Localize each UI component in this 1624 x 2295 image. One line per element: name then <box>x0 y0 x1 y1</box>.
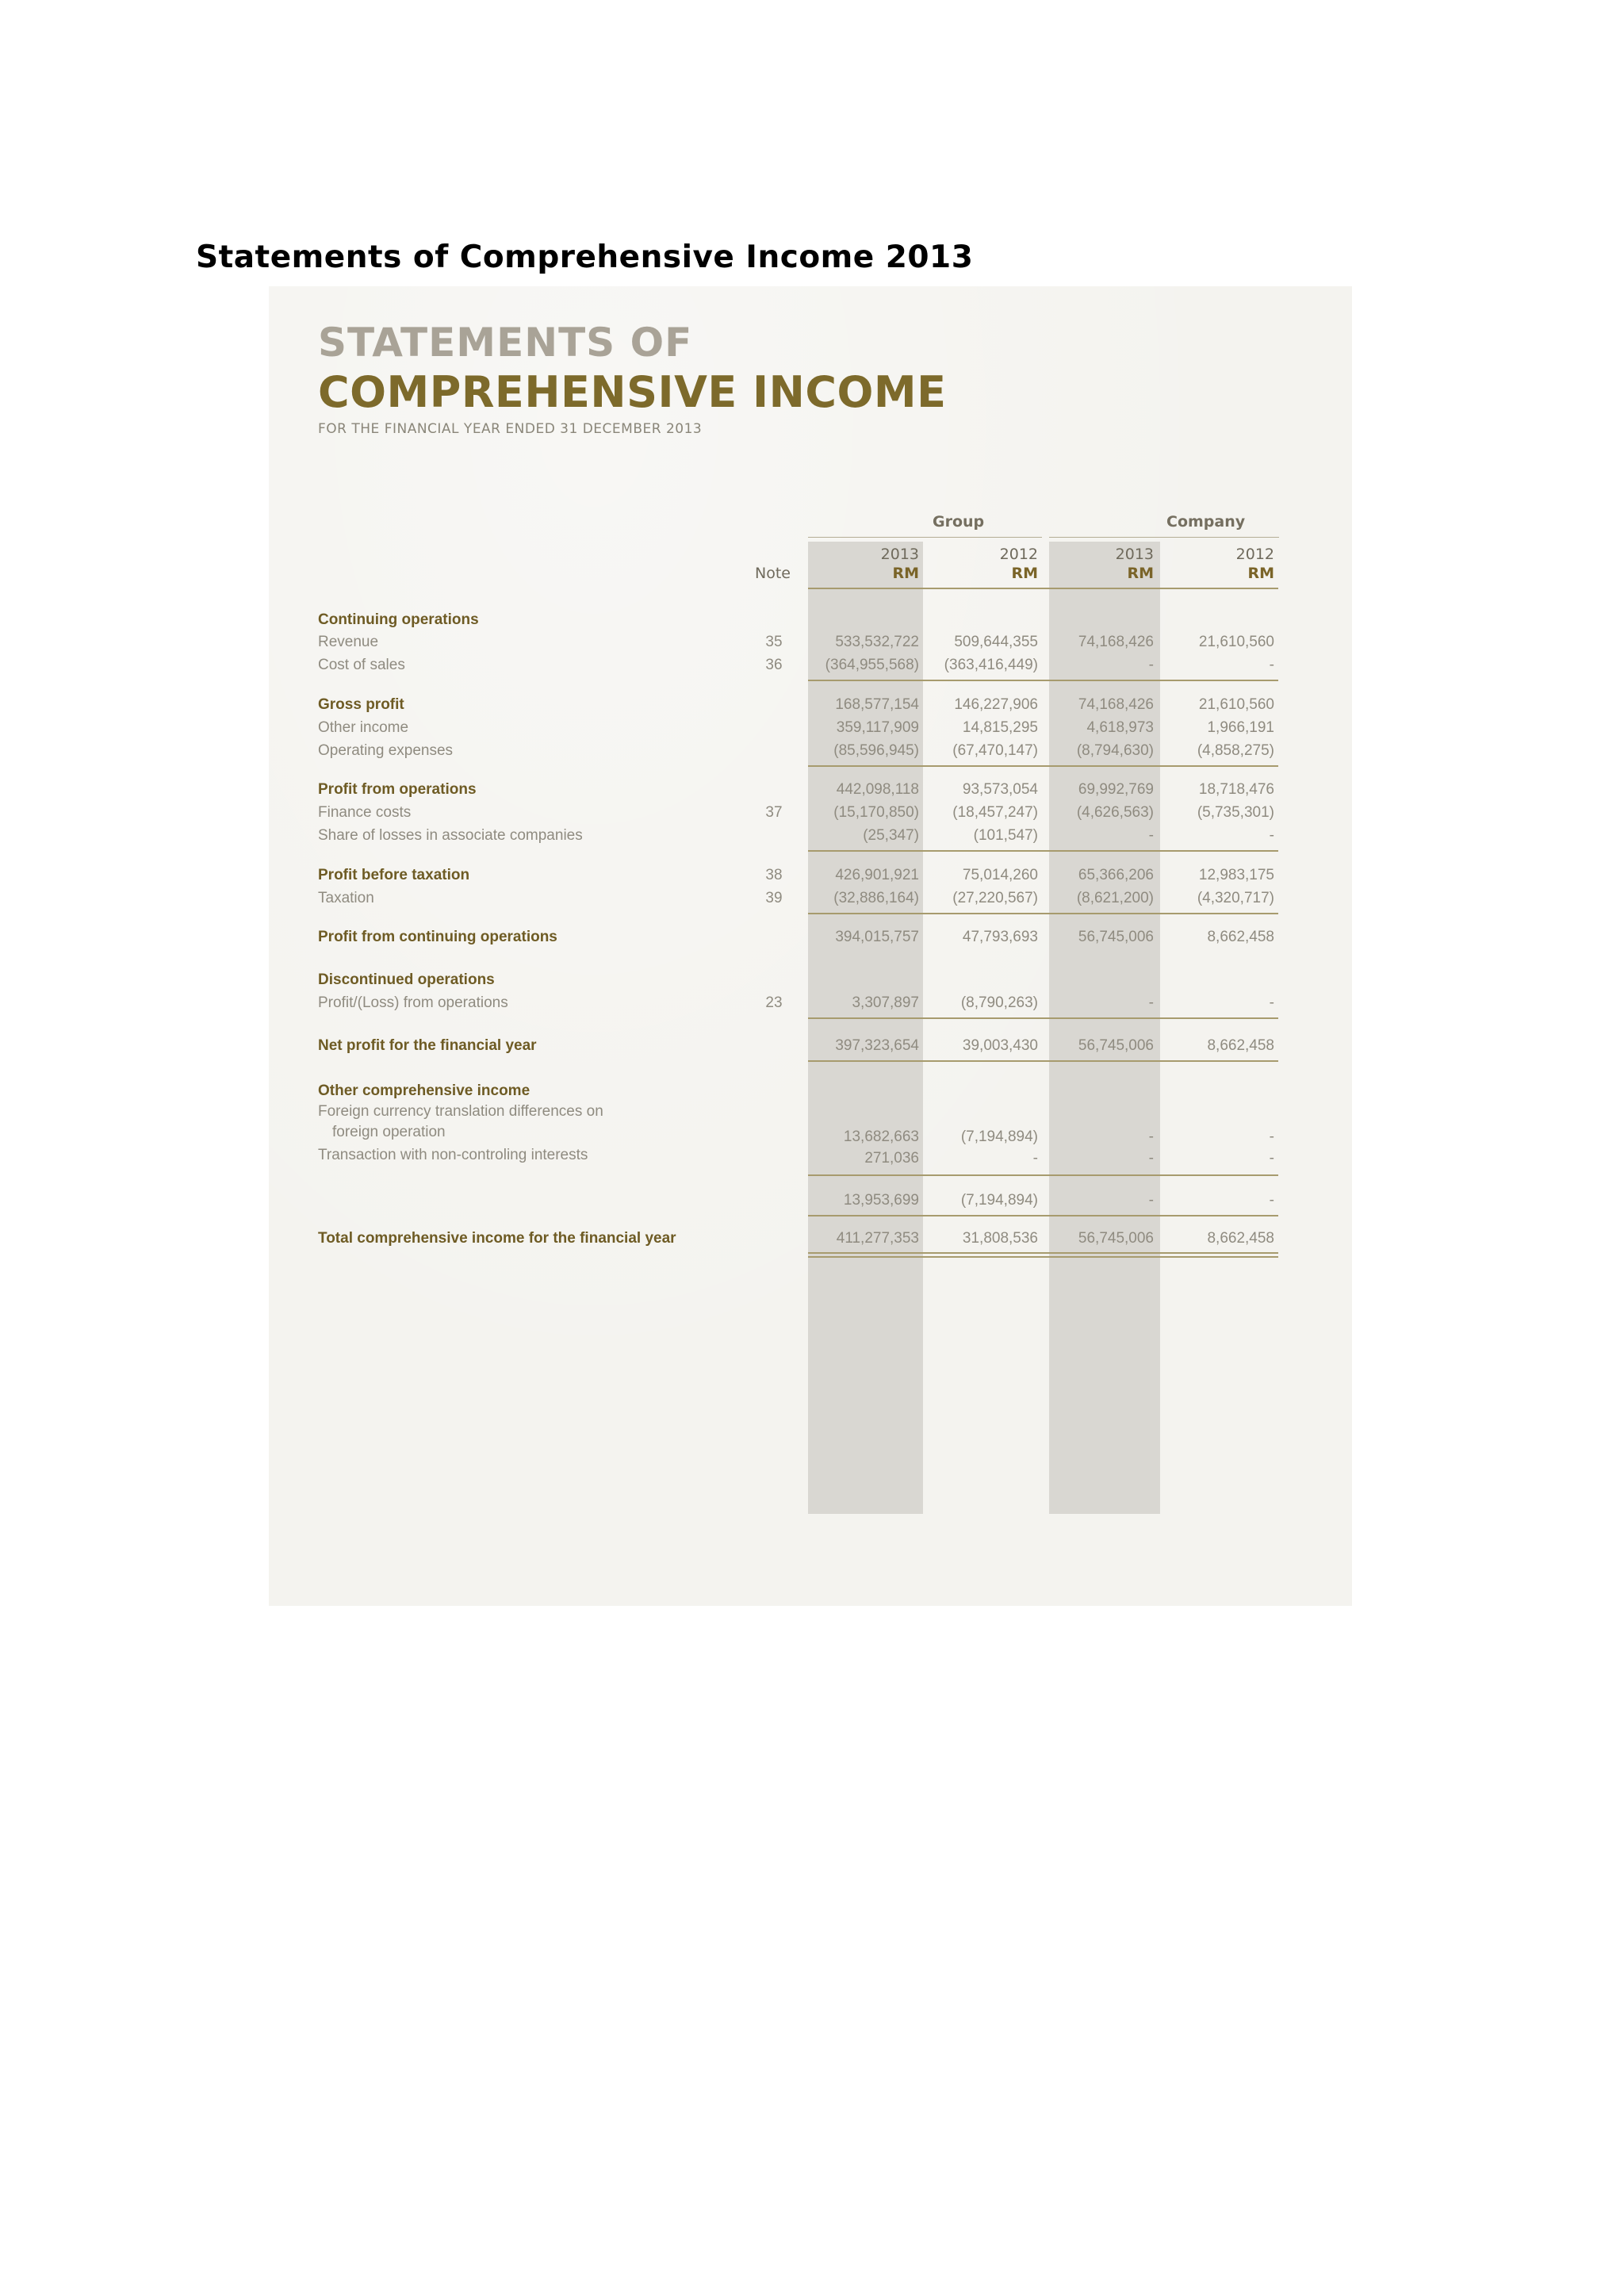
col-header-company-2012 <box>1163 545 1274 583</box>
cell-value: 3,307,897 <box>852 994 919 1011</box>
cell-value: (4,320,717) <box>1197 890 1274 906</box>
row-label: Foreign currency translation differences on <box>318 1103 603 1120</box>
cell-value: (15,170,850) <box>833 804 919 821</box>
cell-value: 56,745,006 <box>1078 929 1154 945</box>
row-label: Finance costs <box>318 804 412 821</box>
cell-value: 65,366,206 <box>1078 867 1154 883</box>
cell-value: 13,682,663 <box>843 1128 919 1145</box>
subtotal-rule <box>808 680 1278 681</box>
cell-value: 146,227,906 <box>954 696 1038 713</box>
row-label: Share of losses in associate companies <box>318 827 583 844</box>
doc-title-line1: STATEMENTS OF <box>318 320 693 366</box>
cell-value: 21,610,560 <box>1198 696 1274 713</box>
cell-value: - <box>1148 1192 1154 1209</box>
cell-value: 397,323,654 <box>835 1037 919 1054</box>
row-label: Net profit for the financial year <box>318 1037 537 1054</box>
company-label: Company <box>1166 513 1246 531</box>
cell-value: 271,036 <box>864 1150 919 1167</box>
cell-value: (8,621,200) <box>1076 890 1154 906</box>
cell-value: (8,790,263) <box>960 994 1038 1011</box>
cell-value: 359,117,909 <box>836 719 919 736</box>
subtotal-rule <box>808 1215 1278 1216</box>
cell-value: - <box>1148 994 1154 1011</box>
row-label: Transaction with non-controling interests <box>318 1147 588 1163</box>
row-label: Operating expenses <box>318 742 454 759</box>
cell-value: 12,983,175 <box>1198 867 1274 883</box>
doc-title-line2: COMPREHENSIVE INCOME <box>318 367 947 417</box>
cell-value: 74,168,426 <box>1078 696 1154 713</box>
cell-value: - <box>1269 994 1274 1011</box>
subtotal-rule <box>808 1017 1278 1019</box>
company-underline <box>1049 537 1279 538</box>
subtotal-rule <box>808 913 1278 914</box>
cell-value: 47,793,693 <box>962 929 1038 945</box>
cell-value: (5,735,301) <box>1197 804 1274 821</box>
cell-value: 8,662,458 <box>1207 1230 1274 1247</box>
col-unit: RM <box>1127 565 1154 582</box>
cell-value: 8,662,458 <box>1207 929 1274 945</box>
row-label: foreign operation <box>332 1124 446 1140</box>
row-label: Taxation <box>318 890 374 906</box>
cell-value: 69,992,769 <box>1078 781 1154 798</box>
cell-value: (32,886,164) <box>833 890 919 906</box>
cell-value: 74,168,426 <box>1078 634 1154 650</box>
col-year: 2012 <box>1235 546 1274 563</box>
cell-value: (8,794,630) <box>1076 742 1154 759</box>
note-header: Note <box>755 565 791 582</box>
cell-value: - <box>1148 827 1154 844</box>
cell-value: (85,596,945) <box>833 742 919 759</box>
row-label: Revenue <box>318 634 379 650</box>
cell-value: 31,808,536 <box>962 1230 1038 1247</box>
cell-value: - <box>1032 1150 1038 1167</box>
subtotal-rule <box>808 850 1278 852</box>
cell-value: (363,416,449) <box>944 657 1038 673</box>
cell-value: (25,347) <box>863 827 919 844</box>
group-underline <box>808 537 1042 538</box>
cell-value: - <box>1148 1150 1154 1167</box>
cell-value: (4,858,275) <box>1197 742 1274 759</box>
row-label: Continuing operations <box>318 611 479 628</box>
cell-value: - <box>1269 827 1274 844</box>
row-label: Profit before taxation <box>318 867 470 883</box>
cell-value: 168,577,154 <box>835 696 919 713</box>
cell-value: - <box>1269 1192 1274 1209</box>
row-label: Gross profit <box>318 696 404 713</box>
cell-value: 533,532,722 <box>835 634 919 650</box>
col-unit: RM <box>1011 565 1038 582</box>
total-rule-double <box>808 1256 1278 1258</box>
row-label: Other comprehensive income <box>318 1082 530 1099</box>
col-unit: RM <box>892 565 919 582</box>
cell-value: - <box>1148 1128 1154 1145</box>
row-label: Discontinued operations <box>318 971 495 988</box>
cell-value: (27,220,567) <box>952 890 1038 906</box>
col-header-group-2013 <box>808 545 919 583</box>
cell-value: - <box>1269 657 1274 673</box>
cell-value: (7,194,894) <box>960 1192 1038 1209</box>
col-year: 2013 <box>880 546 919 563</box>
row-label: Cost of sales <box>318 657 405 673</box>
cell-value: 411,277,353 <box>836 1230 919 1247</box>
cell-value: - <box>1269 1128 1274 1145</box>
row-note: 37 <box>765 804 783 821</box>
row-note: 39 <box>765 890 783 906</box>
cell-value: 18,718,476 <box>1198 781 1274 798</box>
cell-value: 4,618,973 <box>1086 719 1154 736</box>
cell-value: 1,966,191 <box>1207 719 1274 736</box>
row-label: Profit/(Loss) from operations <box>318 994 508 1011</box>
row-note: 23 <box>765 994 783 1011</box>
cell-value: 426,901,921 <box>835 867 919 883</box>
row-note: 36 <box>765 657 783 673</box>
cell-value: 39,003,430 <box>962 1037 1038 1054</box>
col-year: 2012 <box>999 546 1038 563</box>
page-heading: Statements of Comprehensive Income 2013 <box>196 239 974 275</box>
row-note: 38 <box>765 867 783 883</box>
total-rule <box>808 1252 1278 1254</box>
cell-value: 8,662,458 <box>1207 1037 1274 1054</box>
cell-value: (101,547) <box>973 827 1038 844</box>
cell-value: 21,610,560 <box>1198 634 1274 650</box>
cell-value: 442,098,118 <box>836 781 919 798</box>
cell-value: - <box>1269 1150 1274 1167</box>
group-2013-shade <box>808 542 923 1514</box>
subtotal-rule <box>808 1174 1278 1176</box>
col-unit: RM <box>1247 565 1274 582</box>
cell-value: 13,953,699 <box>843 1192 919 1209</box>
row-note: 35 <box>765 634 783 650</box>
doc-subtitle: FOR THE FINANCIAL YEAR ENDED 31 DECEMBER 2013 <box>318 421 703 437</box>
row-label: Profit from continuing operations <box>318 929 557 945</box>
col-header-group-2012 <box>927 545 1038 583</box>
cell-value: 509,644,355 <box>954 634 1038 650</box>
cell-value: (4,626,563) <box>1076 804 1154 821</box>
header-rule <box>808 588 1278 589</box>
cell-value: (7,194,894) <box>960 1128 1038 1145</box>
col-header-company-2013 <box>1049 545 1154 583</box>
row-label: Other income <box>318 719 409 736</box>
group-label: Group <box>933 513 985 531</box>
cell-value: 14,815,295 <box>962 719 1038 736</box>
statement-scan <box>269 286 1352 1606</box>
cell-value: - <box>1148 657 1154 673</box>
col-year: 2013 <box>1115 546 1154 563</box>
cell-value: 93,573,054 <box>962 781 1038 798</box>
cell-value: (18,457,247) <box>952 804 1038 821</box>
cell-value: (67,470,147) <box>952 742 1038 759</box>
subtotal-rule <box>808 765 1278 767</box>
subtotal-rule <box>808 1060 1278 1062</box>
cell-value: 75,014,260 <box>962 867 1038 883</box>
cell-value: 56,745,006 <box>1078 1230 1154 1247</box>
row-label: Total comprehensive income for the financial year <box>318 1230 676 1247</box>
company-2013-shade <box>1049 542 1160 1514</box>
row-label: Profit from operations <box>318 781 477 798</box>
cell-value: 394,015,757 <box>835 929 919 945</box>
cell-value: 56,745,006 <box>1078 1037 1154 1054</box>
cell-value: (364,955,568) <box>825 657 919 673</box>
